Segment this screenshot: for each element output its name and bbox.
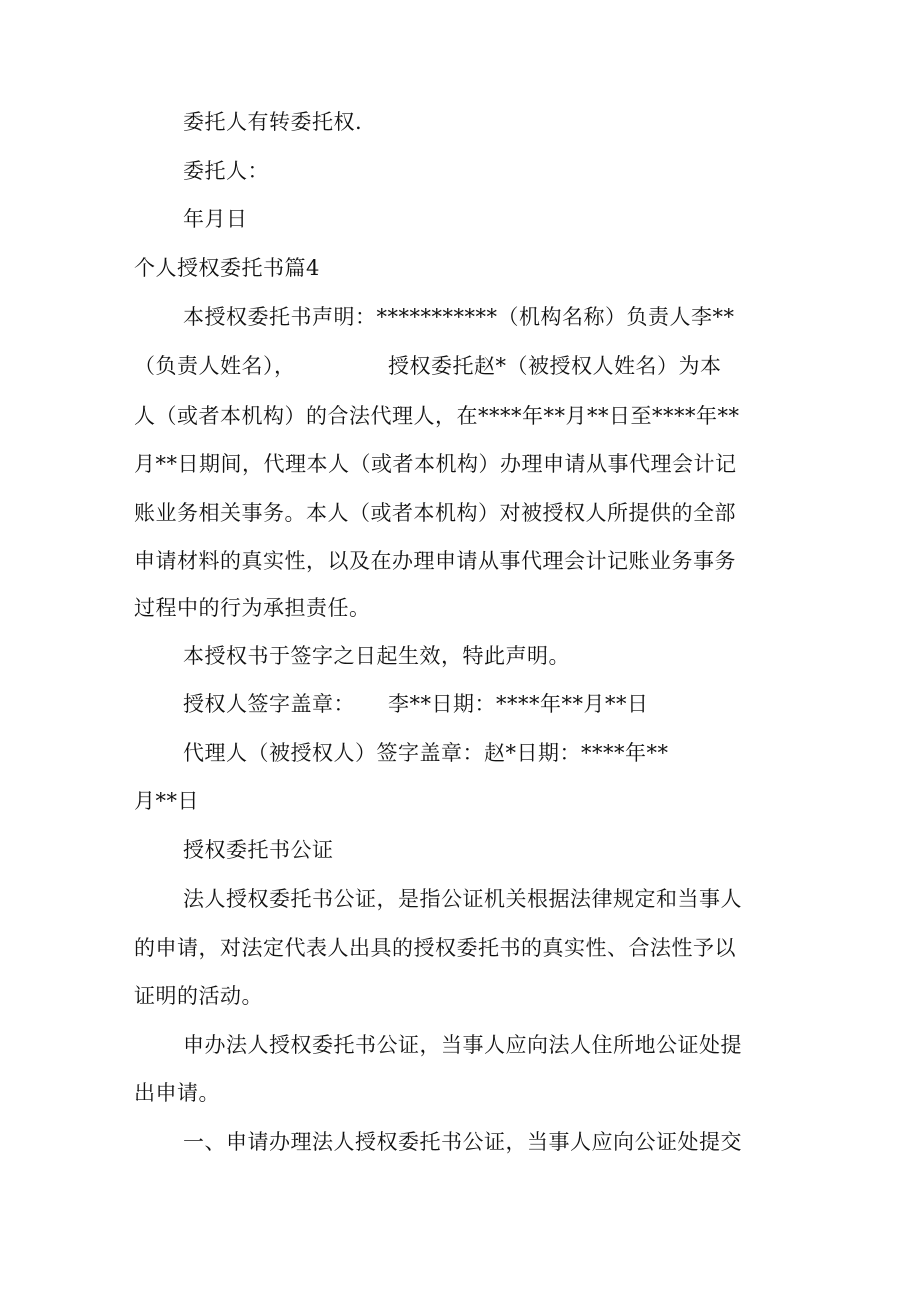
text-line: 年月日: [183, 207, 248, 231]
text-line: 本授权书于签字之日起生效，特此声明。: [183, 644, 570, 668]
text-line: 的申请，对法定代表人出具的授权委托书的真实性、合法性予以: [134, 936, 736, 960]
text-line: 委托人有转委托权.: [183, 110, 363, 134]
text-line: 过程中的行为承担责任。: [134, 596, 371, 620]
text-line: 法人授权委托书公证，是指公证机关根据法律规定和当事人: [183, 887, 742, 911]
text-line: 申办法人授权委托书公证，当事人应向法人住所地公证处提: [183, 1033, 742, 1057]
text-line: （负责人姓名），: [134, 354, 296, 378]
text-line: 授权委托赵*（被授权人姓名）为本: [388, 354, 722, 378]
text-line: 授权人签字盖章：: [183, 692, 355, 716]
text-line: 证明的活动。: [134, 984, 263, 1008]
text-line: 人（或者本机构）的合法代理人，在****年**月**日至****年**: [134, 404, 740, 428]
text-line: 出申请。: [134, 1081, 220, 1105]
text-line: 一、申请办理法人授权委托书公证，当事人应向公证处提交: [183, 1130, 742, 1154]
text-line: 月**日: [134, 789, 199, 813]
text-line: 代理人（被授权人）签字盖章：赵*日期：****年**: [183, 741, 669, 765]
text-line: 月**日期间，代理本人（或者本机构）办理申请从事代理会计记: [134, 452, 737, 476]
section-heading: 个人授权委托书篇4: [134, 256, 320, 280]
text-line: 李**日期：****年**月**日: [388, 692, 649, 716]
text-line: 申请材料的真实性，以及在办理申请从事代理会计记账业务事务: [134, 549, 736, 573]
text-line: 委托人：: [183, 159, 269, 183]
text-line: 本授权委托书声明：***********（机构名称）负责人李**: [183, 305, 735, 329]
text-line: 账业务相关事务。本人（或者本机构）对被授权人所提供的全部: [134, 501, 736, 525]
section-heading: 授权委托书公证: [183, 838, 334, 862]
